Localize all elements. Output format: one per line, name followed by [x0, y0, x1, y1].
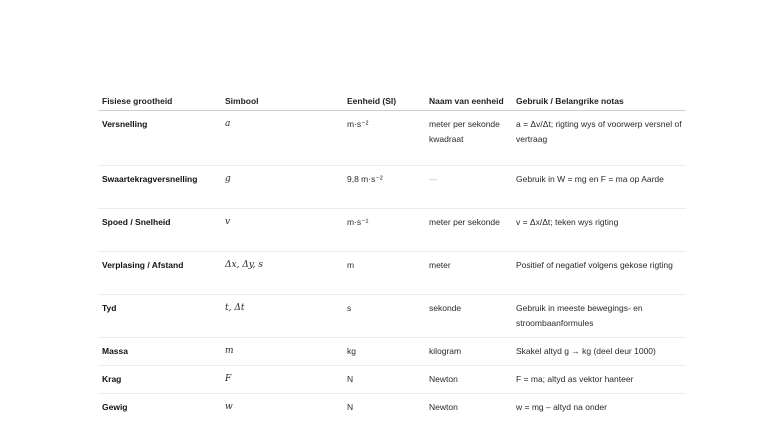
cell-quantity: Krag	[98, 366, 221, 394]
header-unit-name: Naam van eenheid	[425, 92, 512, 111]
cell-unit: m·s⁻²	[343, 111, 425, 166]
header-row	[98, 92, 686, 111]
cell-quantity: Swaartekragversnelling	[98, 166, 221, 209]
header-symbol: Simbool	[221, 92, 343, 111]
cell-quantity: Tyd	[98, 295, 221, 338]
cell-unit: 9,8 m·s⁻²	[343, 166, 425, 209]
cell-notes: F = ma; altyd as vektor hanteer	[512, 366, 686, 394]
physics-quantities-table-wrapper	[98, 92, 686, 421]
cell-notes: Positief of negatief volgens gekose rigting	[512, 252, 686, 295]
cell-quantity: Verplasing / Afstand	[98, 252, 221, 295]
cell-notes: w = mg – altyd na onder	[516, 402, 607, 412]
table-row	[98, 252, 686, 295]
table-row	[98, 366, 686, 394]
cell-unit-name: —	[425, 166, 512, 209]
cell-unit: s	[343, 295, 425, 338]
cell-unit: m·s⁻¹	[343, 209, 425, 252]
cell-unit: m	[343, 252, 425, 295]
cell-quantity: Gewig	[102, 402, 128, 412]
cell-symbol: g	[221, 166, 343, 209]
table-row	[98, 111, 686, 166]
cell-quantity: Massa	[98, 338, 221, 366]
cell-unit: kg	[343, 338, 425, 366]
cell-symbol: m	[221, 338, 343, 366]
cell-symbol: v	[221, 209, 343, 252]
cell-quantity: Versnelling	[98, 111, 221, 166]
cell-unit-name: meter per sekonde kwadraat	[425, 111, 512, 166]
table-body	[98, 111, 686, 422]
cell-unit-name: sekonde	[425, 295, 512, 338]
table-header	[98, 92, 686, 111]
cell-symbol: t, Δt	[221, 295, 343, 338]
cell-quantity: Spoed / Snelheid	[98, 209, 221, 252]
cell-unit-name: Newton	[425, 366, 512, 394]
cell-notes: a = Δv/Δt; rigting wys of voorwerp versnel of vertraag	[512, 111, 686, 166]
cell-unit-name: Newton	[429, 402, 458, 412]
cell-unit: N	[347, 402, 354, 412]
header-quantity: Fisiese grootheid	[98, 92, 221, 111]
cell-unit-name: kilogram	[425, 338, 512, 366]
header-unit: Eenheid (SI)	[343, 92, 425, 111]
cell-symbol: w	[225, 402, 233, 412]
table-row	[98, 338, 686, 366]
cell-symbol: F	[221, 366, 343, 394]
cell-notes: Gebruik in meeste bewegings- en stroombaanformules	[512, 295, 686, 338]
table-row	[98, 209, 686, 252]
cell-unit-name: meter	[425, 252, 512, 295]
table-row	[98, 295, 686, 338]
cell-unit-name: meter per sekonde	[425, 209, 512, 252]
header-notes: Gebruik / Belangrike notas	[512, 92, 686, 111]
physics-quantities-table	[98, 92, 686, 421]
cell-symbol: a	[221, 111, 343, 166]
cell-notes: Gebruik in W = mg en F = ma op Aarde	[512, 166, 686, 209]
cell-unit: N	[343, 366, 425, 394]
cell-notes: v = Δx/Δt; teken wys rigting	[512, 209, 686, 252]
cell-notes: Skakel altyd g → kg (deel deur 1000)	[512, 338, 686, 366]
table-row	[98, 166, 686, 209]
table-row	[98, 394, 686, 422]
cell-symbol: Δx, Δy, s	[221, 252, 343, 295]
